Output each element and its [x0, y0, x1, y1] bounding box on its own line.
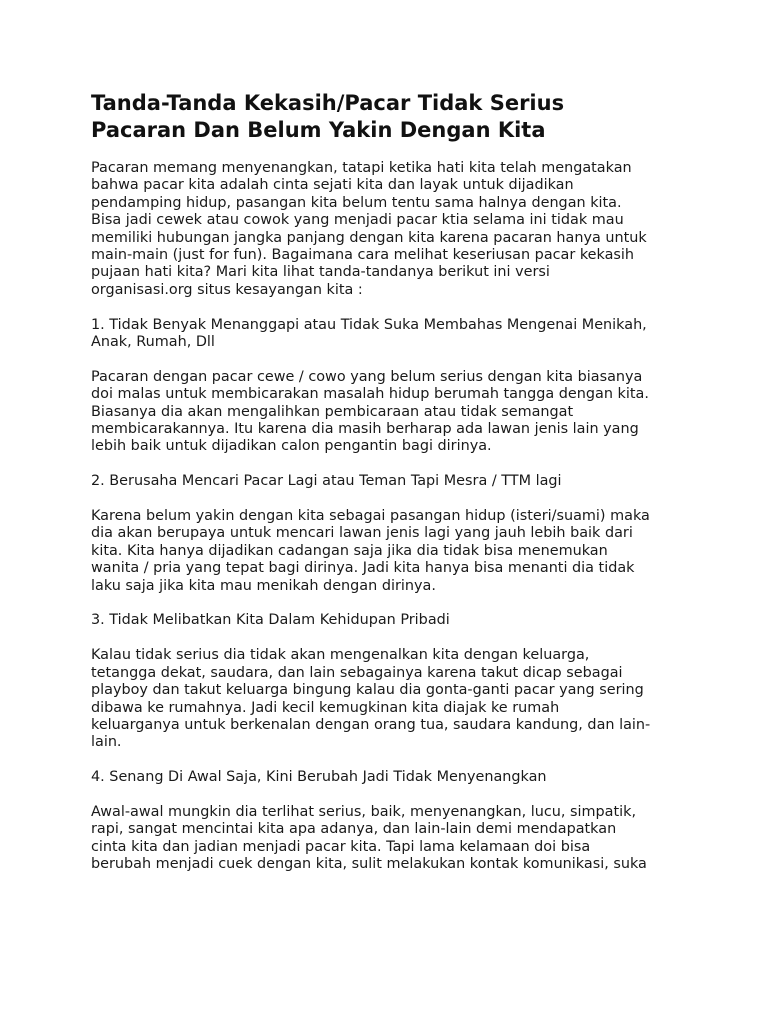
- document-title: [91, 90, 691, 144]
- title-line: Tanda-Tanda Kekasih/Pacar Tidak Serius: [91, 91, 565, 115]
- text-line: tetangga dekat, saudara, dan lain sebagainya karena takut dicap sebagai: [91, 664, 623, 681]
- text-line: 2. Berusaha Mencari Pacar Lagi atau Teman Tapi Mesra / TTM lagi: [91, 473, 562, 490]
- text-line: membicarakannya. Itu karena dia masih berharap ada lawan jenis lain yang: [91, 421, 639, 438]
- text-line: lain.: [91, 734, 122, 751]
- text-line: memiliki hubungan jangka panjang dengan kita karena pacaran hanya untuk: [91, 229, 647, 246]
- text-line: Anak, Rumah, Dll: [91, 334, 215, 351]
- section-heading-4: [91, 769, 691, 786]
- text-line: pendamping hidup, pasangan kita belum tentu sama halnya dengan kita.: [91, 194, 622, 211]
- section-body-2: [91, 508, 691, 595]
- section-body-3: [91, 647, 691, 751]
- text-line: lebih baik untuk dijadikan calon pengantin bagi dirinya.: [91, 438, 492, 455]
- text-line: berubah menjadi cuek dengan kita, sulit melakukan kontak komunikasi, suka: [91, 856, 647, 873]
- section-body-1: [91, 369, 691, 456]
- text-line: laku saja jika kita mau menikah dengan dirinya.: [91, 577, 436, 594]
- text-line: Biasanya dia akan mengalihkan pembicaraan atau tidak semangat: [91, 403, 574, 420]
- text-line: doi malas untuk membicarakan masalah hidup berumah tangga dengan kita.: [91, 386, 649, 403]
- text-line: cinta kita dan jadian menjadi pacar kita. Tapi lama kelamaan doi bisa: [91, 838, 591, 855]
- intro-paragraph: [91, 160, 691, 299]
- section-body-4: [91, 804, 691, 874]
- text-line: 4. Senang Di Awal Saja, Kini Berubah Jadi Tidak Menyenangkan: [91, 769, 547, 786]
- text-line: bahwa pacar kita adalah cinta sejati kita dan layak untuk dijadikan: [91, 177, 574, 194]
- section-heading-1: [91, 317, 691, 352]
- text-line: pujaan hati kita? Mari kita lihat tanda-tandanya berikut ini versi: [91, 264, 550, 281]
- text-line: Bisa jadi cewek atau cowok yang menjadi pacar ktia selama ini tidak mau: [91, 212, 624, 229]
- text-line: Pacaran memang menyenangkan, tatapi ketika hati kita telah mengatakan: [91, 160, 632, 176]
- section-heading-2: [91, 473, 691, 490]
- text-line: 3. Tidak Melibatkan Kita Dalam Kehidupan Pribadi: [91, 612, 450, 629]
- text-line: kita. Kita hanya dijadikan cadangan saja jika dia tidak bisa menemukan: [91, 542, 608, 559]
- text-line: rapi, sangat mencintai kita apa adanya, dan lain-lain demi mendapatkan: [91, 821, 617, 838]
- text-line: Kalau tidak serius dia tidak akan mengenalkan kita dengan keluarga,: [91, 647, 590, 664]
- text-line: dibawa ke rumahnya. Jadi kecil kemugkinan kita diajak ke rumah: [91, 699, 560, 716]
- text-line: keluarganya untuk berkenalan dengan orang tua, saudara kandung, dan lain-: [91, 716, 651, 733]
- text-line: Karena belum yakin dengan kita sebagai pasangan hidup (isteri/suami) maka: [91, 508, 650, 525]
- document-page: [91, 90, 691, 891]
- text-line: Awal-awal mungkin dia terlihat serius, baik, menyenangkan, lucu, simpatik,: [91, 803, 637, 820]
- text-line: Pacaran dengan pacar cewe / cowo yang belum serius dengan kita biasanya: [91, 368, 643, 385]
- text-line: dia akan berupaya untuk mencari lawan jenis lagi yang jauh lebih baik dari: [91, 525, 633, 542]
- title-line: Pacaran Dan Belum Yakin Dengan Kita: [91, 118, 546, 142]
- text-line: wanita / pria yang tepat bagi dirinya. Jadi kita hanya bisa menanti dia tidak: [91, 560, 635, 577]
- text-line: 1. Tidak Benyak Menanggapi atau Tidak Suka Membahas Mengenai Menikah,: [91, 316, 647, 333]
- text-line: main-main (just for fun). Bagaimana cara melihat keseriusan pacar kekasih: [91, 247, 635, 264]
- text-line: organisasi.org situs kesayangan kita :: [91, 281, 363, 298]
- text-line: playboy dan takut keluarga bingung kalau dia gonta-ganti pacar yang sering: [91, 682, 644, 699]
- section-heading-3: [91, 612, 691, 629]
